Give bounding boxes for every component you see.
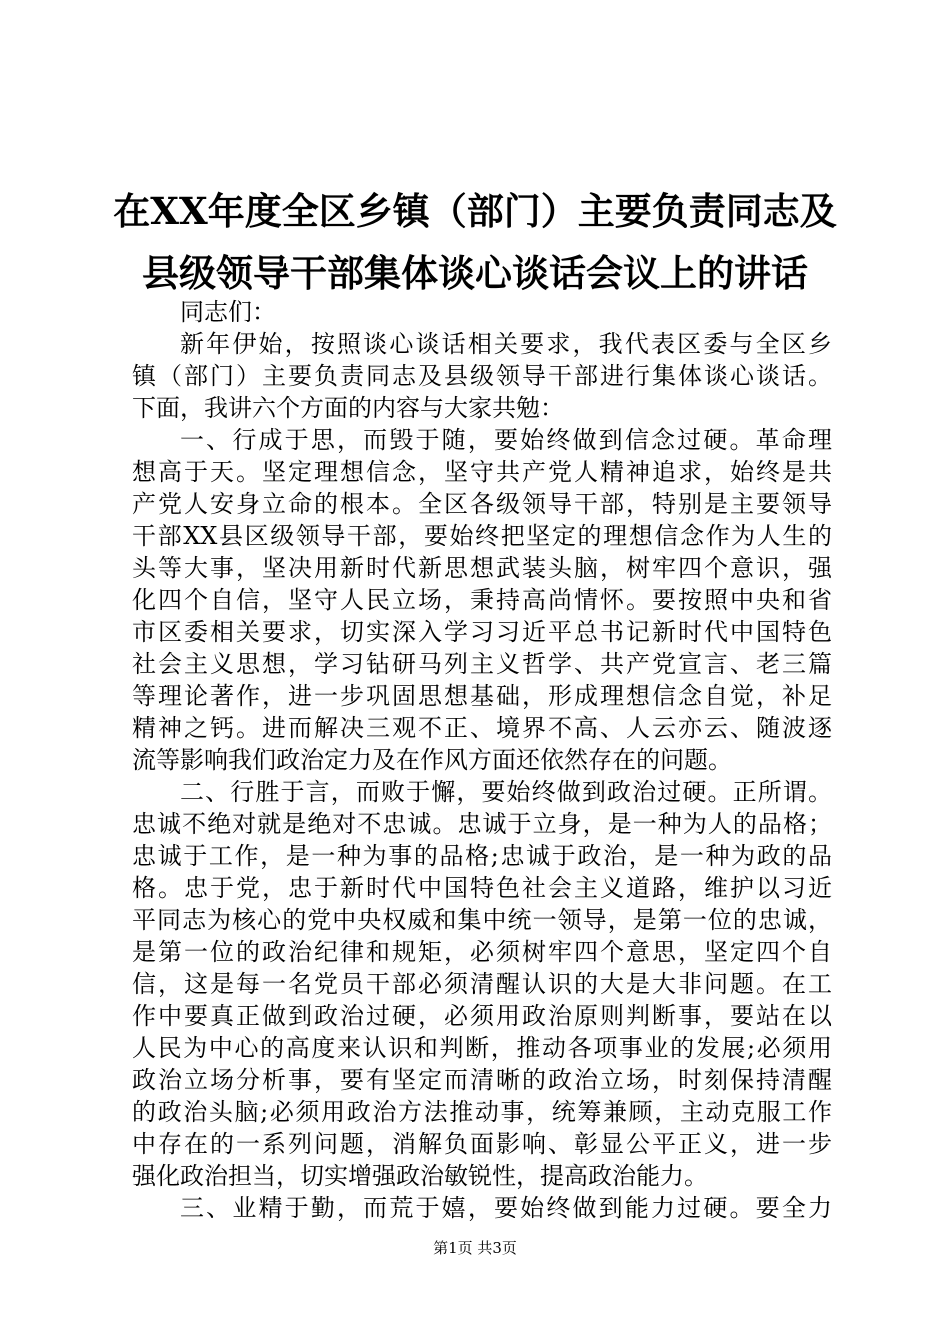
document-title (0, 180, 950, 304)
body-line: 下面，我讲六个方面的内容与大家共勉： (132, 394, 564, 422)
body-line: 头等大事，坚决用新时代新思想武装头脑，树牢四个意识，强 (132, 554, 832, 582)
body-line: 精神之钙。进而解决三观不正、境界不高、人云亦云、随波逐 (132, 714, 832, 742)
body-line: 新年伊始，按照谈心谈话相关要求，我代表区委与全区乡 (180, 330, 832, 358)
salutation: 同志们： (180, 298, 276, 326)
body-line: 中存在的一系列问题，消解负面影响、彰显公平正义，进一步 (132, 1130, 832, 1158)
body-line: 平同志为核心的党中央权威和集中统一领导，是第一位的忠诚， (132, 906, 832, 934)
body-line: 政治立场分析事，要有坚定而清晰的政治立场，时刻保持清醒 (132, 1066, 832, 1094)
body-line: 格。忠于党，忠于新时代中国特色社会主义道路，维护以习近 (132, 874, 832, 902)
body-line: 社会主义思想，学习钻研马列主义哲学、共产党宣言、老三篇 (132, 650, 832, 678)
body-line: 化四个自信，坚守人民立场，秉持高尚情怀。要按照中央和省 (132, 586, 832, 614)
speech-body (132, 296, 832, 1224)
body-line: 作中要真正做到政治过硬，必须用政治原则判断事，要站在以 (132, 1002, 832, 1030)
body-line: 想高于天。坚定理想信念，坚守共产党人精神追求，始终是共 (132, 458, 832, 486)
body-line: 三、业精于勤，而荒于嬉，要始终做到能力过硬。要全力 (180, 1194, 832, 1222)
body-line: 忠诚不绝对就是绝对不忠诚。忠诚于立身，是一种为人的品格； (132, 810, 832, 838)
page-number-footer: 第1页 共3页 (433, 1239, 517, 1257)
body-line: 强化政治担当，切实增强政治敏锐性，提高政治能力。 (132, 1162, 708, 1190)
body-line: 一、行成于思，而毁于随，要始终做到信念过硬。革命理 (180, 426, 832, 454)
body-line: 忠诚于工作，是一种为事的品格;忠诚于政治，是一种为政的品 (132, 842, 832, 870)
body-line: 的政治头脑;必须用政治方法推动事，统筹兼顾，主动克服工作 (132, 1098, 832, 1126)
body-line: 干部XX县区级领导干部，要始终把坚定的理想信念作为人生的 (132, 522, 832, 550)
body-line: 人民为中心的高度来认识和判断，推动各项事业的发展;必须用 (132, 1034, 832, 1062)
body-line: 镇（部门）主要负责同志及县级领导干部进行集体谈心谈话。 (132, 362, 832, 390)
body-line: 市区委相关要求，切实深入学习习近平总书记新时代中国特色 (132, 618, 832, 646)
body-line: 产党人安身立命的根本。全区各级领导干部，特别是主要领导 (132, 490, 832, 518)
body-line: 流等影响我们政治定力及在作风方面还依然存在的问题。 (132, 746, 732, 774)
body-line: 二、行胜于言，而败于懈，要始终做到政治过硬。正所谓。 (180, 778, 832, 806)
title-line-2: 县级领导干部集体谈心谈话会议上的讲话 (142, 251, 808, 295)
body-line: 是第一位的政治纪律和规矩，必须树牢四个意思，坚定四个自 (132, 938, 832, 966)
body-line: 信，这是每一名党员干部必须清醒认识的大是大非问题。在工 (132, 970, 832, 998)
title-line-1: 在XX年度全区乡镇（部门）主要负责同志及 (113, 189, 837, 233)
body-line: 等理论著作，进一步巩固思想基础，形成理想信念自觉，补足 (132, 682, 832, 710)
